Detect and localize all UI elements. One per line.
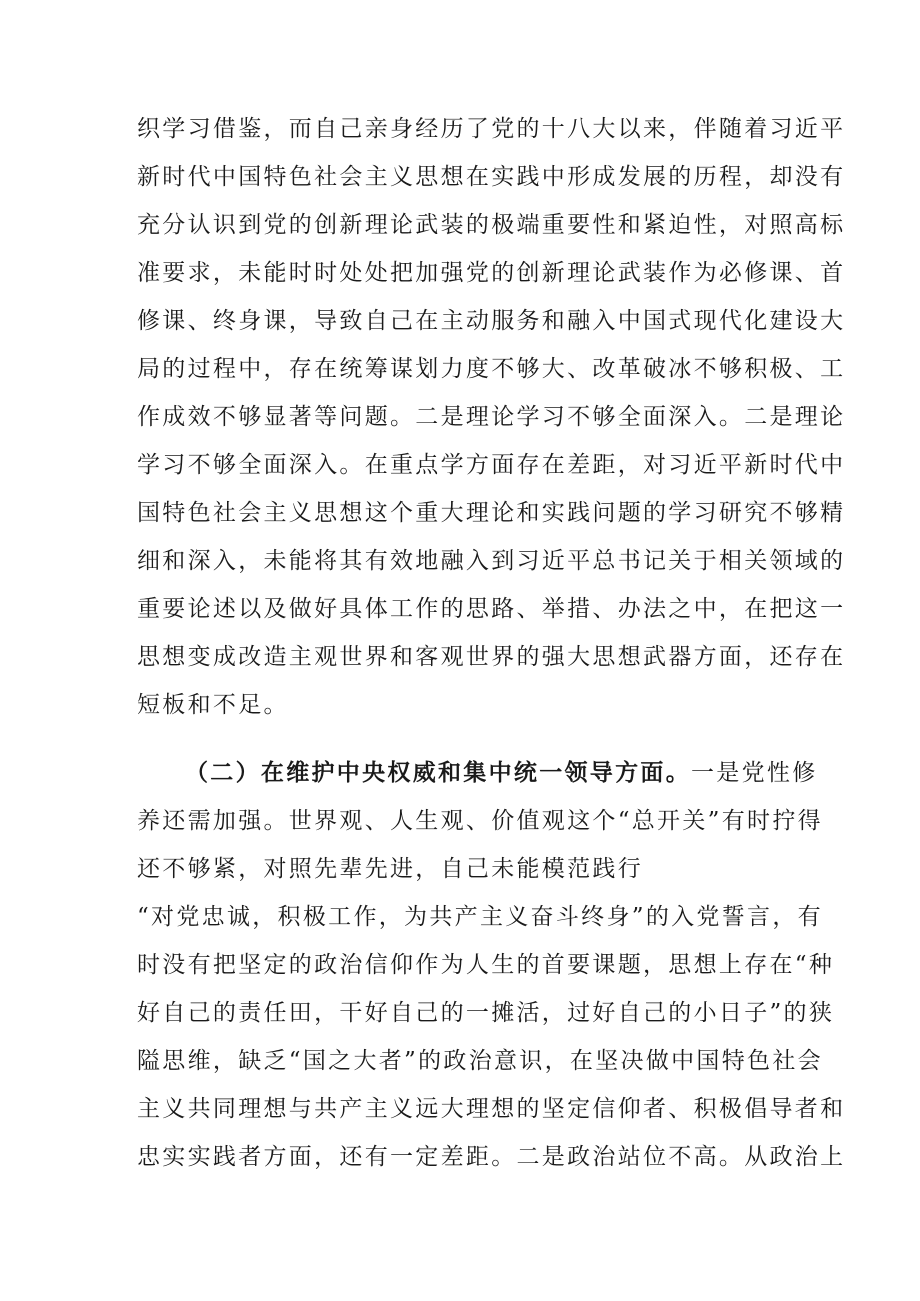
- paragraph-line: 重要论述以及做好具体工作的思路、举措、办法之中，在把这一: [137, 596, 846, 622]
- paragraph-line: 修课、终身课，导致自己在主动服务和融入中国式现代化建设大: [137, 308, 846, 334]
- paragraph-line: 局的过程中，存在统筹谋划力度不够大、改革破冰不够积极、工: [137, 356, 846, 382]
- paragraph-line: 养还需加强。世界观、人生观、价值观这个“总开关”有时拧得: [137, 808, 823, 834]
- paragraph-line: 短板和不足。: [137, 692, 289, 718]
- paragraph-line: 学习不够全面深入。在重点学方面存在差距，对习近平新时代中: [137, 452, 846, 478]
- paragraph-line: 忠实实践者方面，还有一定差距。二是政治站位不高。从政治上: [137, 1144, 846, 1170]
- paragraph-line: 主义共同理想与共产主义远大理想的坚定信仰者、积极倡导者和: [137, 1096, 846, 1122]
- section-heading: （二）在维护中央权威和集中统一领导方面。: [185, 759, 691, 786]
- paragraph-line: 时没有把坚定的政治信仰作为人生的首要课题，思想上存在“种: [137, 952, 835, 978]
- section-heading-line: [185, 758, 818, 788]
- paragraph-line: 新时代中国特色社会主义思想在实践中形成发展的历程，却没有: [137, 164, 846, 190]
- paragraph-line: 好自己的责任田，干好自己的一摊活，过好自己的小日子”的狭: [137, 1000, 835, 1026]
- paragraph-line: 国特色社会主义思想这个重大理论和实践问题的学习研究不够精: [137, 500, 846, 526]
- paragraph-line: “对党忠诚，积极工作，为共产主义奋斗终身”的入党誓言，有: [137, 904, 823, 930]
- paragraph-line: 思想变成改造主观世界和客观世界的强大思想武器方面，还存在: [137, 644, 846, 670]
- paragraph-line: 织学习借鉴，而自己亲身经历了党的十八大以来，伴随着习近平: [137, 116, 846, 142]
- paragraph-line: 充分认识到党的创新理论武装的极端重要性和紧迫性，对照高标: [137, 212, 846, 238]
- paragraph-line: 还不够紧，对照先辈先进，自己未能模范践行: [137, 856, 643, 882]
- paragraph-line: 细和深入，未能将其有效地融入到习近平总书记关于相关领域的: [137, 548, 846, 574]
- paragraph-line: 隘思维，缺乏“国之大者”的政治意识，在坚决做中国特色社会: [137, 1048, 823, 1074]
- paragraph-line: 作成效不够显著等问题。二是理论学习不够全面深入。二是理论: [137, 404, 846, 430]
- paragraph-line: 准要求，未能时时处处把加强党的创新理论武装作为必修课、首: [137, 260, 846, 286]
- paragraph-line-rest: 一是党性修: [691, 760, 818, 786]
